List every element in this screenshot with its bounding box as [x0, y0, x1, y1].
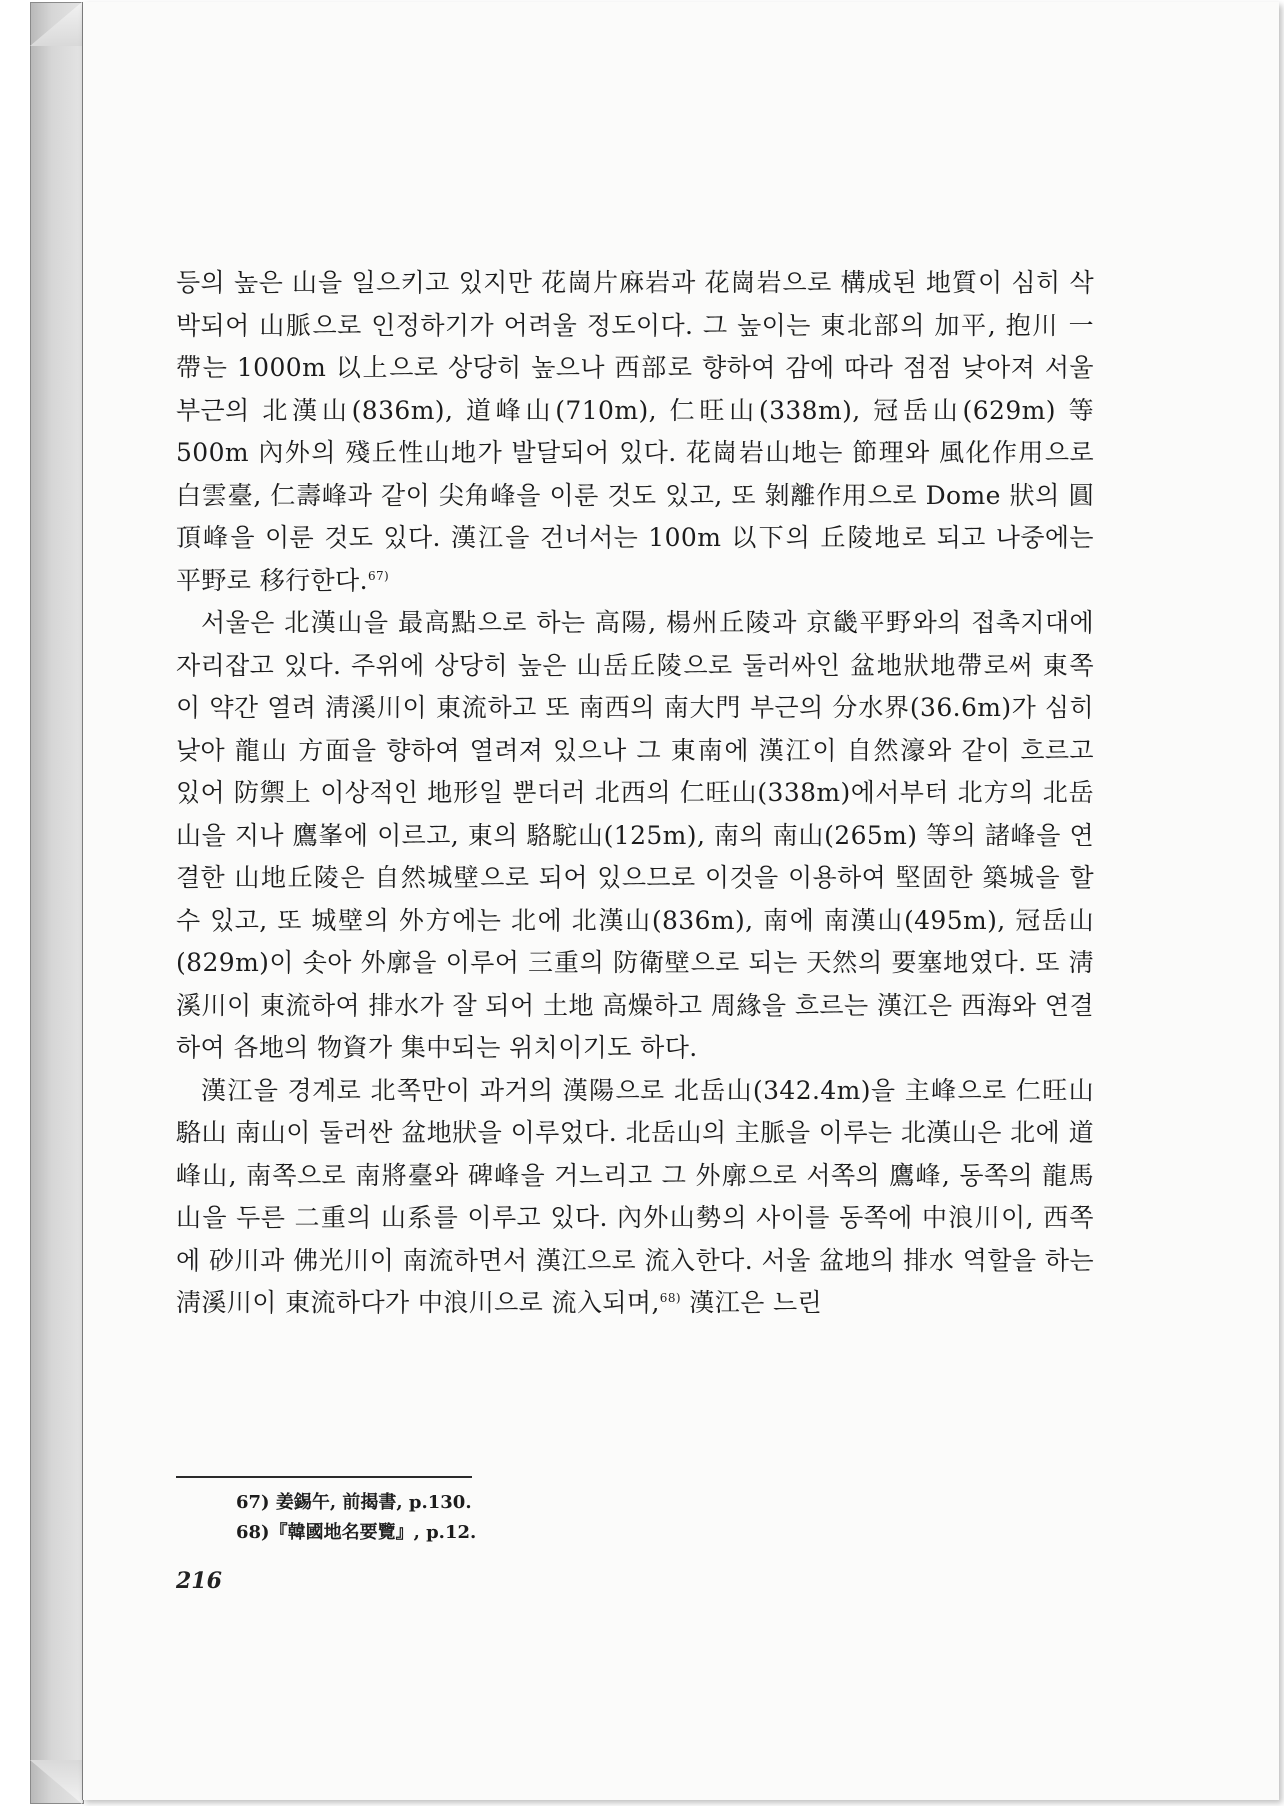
- paragraph-2-text: 서울은 北漢山을 最高點으로 하는 高陽, 楊州丘陵과 京畿平野와의 접촉지대에 자리잡고 있다. 주위에 상당히 높은 山岳丘陵으로 둘러싸인 盆地狀地帶로써 東쪽이 약간 열려 淸溪川이 東流하고 또 南西의 南大門 부근의 分水界(36.6m)가 심히 낮아 龍山 方面을 향하여 열려져 있으나 그 東南에 漢江이 自然濠와 같이 흐르고 있어 防禦上 이상적인 地形일 뿐더러 北西의 仁旺山(338m)에서부터 北方의 北岳山을 지나 鷹峯에 이르고, 東의 駱駝山(125m), 南의 南山(265m) 等의 諸峰을 연결한 山地丘陵은 自然城壁으로 되어 있으므로 이것을 이용하여 堅固한 築城을 할 수 있고, 또 城壁의 外方에는 北에 北漢山(836m), 南에 南漢山(495m), 冠岳山(829m)이 솟아 外廓을 이루어 三重의 防衛壁으로 되는 天然의 要塞地였다. 또 淸溪川이 東流하여 排水가 잘 되어 土地 高燥하고 周緣을 흐르는 漢江은 西海와 연결하여 各地의 物資가 集中되는 위치이기도 하다.: [176, 608, 1094, 1062]
- paragraph-3: [176, 1070, 1094, 1325]
- footnote-67: 67) 姜錫午, 前揭書, p.130.: [236, 1492, 472, 1513]
- paragraph-3-text: 漢江을 경계로 北쪽만이 과거의 漢陽으로 北岳山(342.4m)을 主峰으로 仁旺山 駱山 南山이 둘러싼 盆地狀을 이루었다. 北岳山의 主脈을 이루는 北漢山은 北에 道峰山, 南쪽으로 南將臺와 碑峰을 거느리고 그 外廓으로 서쪽의 鷹峰, 동쪽의 龍馬山을 두른 二重의 山系를 이루고 있다. 內外山勢의 사이를 동쪽에 中浪川이, 西쪽에 砂川과 佛光川이 南流하면서 漢江으로 流入한다. 서울 盆地의 排水 역할을 하는 淸溪川이 東流하다가 中浪川으로 流入되며,: [176, 1075, 1094, 1317]
- footnotes: [182, 1488, 882, 1548]
- body-text: [176, 262, 1094, 1325]
- paragraph-1-text: 등의 높은 山을 일으키고 있지만 花崗片麻岩과 花崗岩으로 構成된 地質이 심히 삭박되어 山脈으로 인정하기가 어려울 정도이다. 그 높이는 東北部의 加平, 抱川 一帶는 1000m 以上으로 상당히 높으나 西部로 향하여 감에 따라 점점 낮아져 서울 부근의 北漢山(836m), 道峰山(710m), 仁旺山(338m), 冠岳山(629m) 等 500m 內外의 殘丘性山地가 발달되어 있다. 花崗岩山地는 節理와 風化作用으로 白雲臺, 仁壽峰과 같이 尖角峰을 이룬 것도 있고, 또 剝離作用으로 Dome 狀의 圓頂峰을 이룬 것도 있다. 漢江을 건너서는 100m 以下의 丘陵地로 되고 나중에는 平野로 移行한다.: [176, 268, 1094, 595]
- footnote-divider: [176, 1476, 472, 1478]
- footnote-ref-67: 67): [367, 568, 390, 583]
- footnote-68: 68)『韓國地名要覽』, p.12.: [236, 1522, 477, 1543]
- footnote-ref-68: 68): [659, 1291, 681, 1305]
- paragraph-3-tail: 漢江은 느린: [680, 1288, 823, 1317]
- paragraph-1: [176, 262, 1094, 602]
- book-spine: [30, 2, 84, 1804]
- paragraph-2: [176, 602, 1094, 1070]
- page-number: 216: [176, 1568, 222, 1594]
